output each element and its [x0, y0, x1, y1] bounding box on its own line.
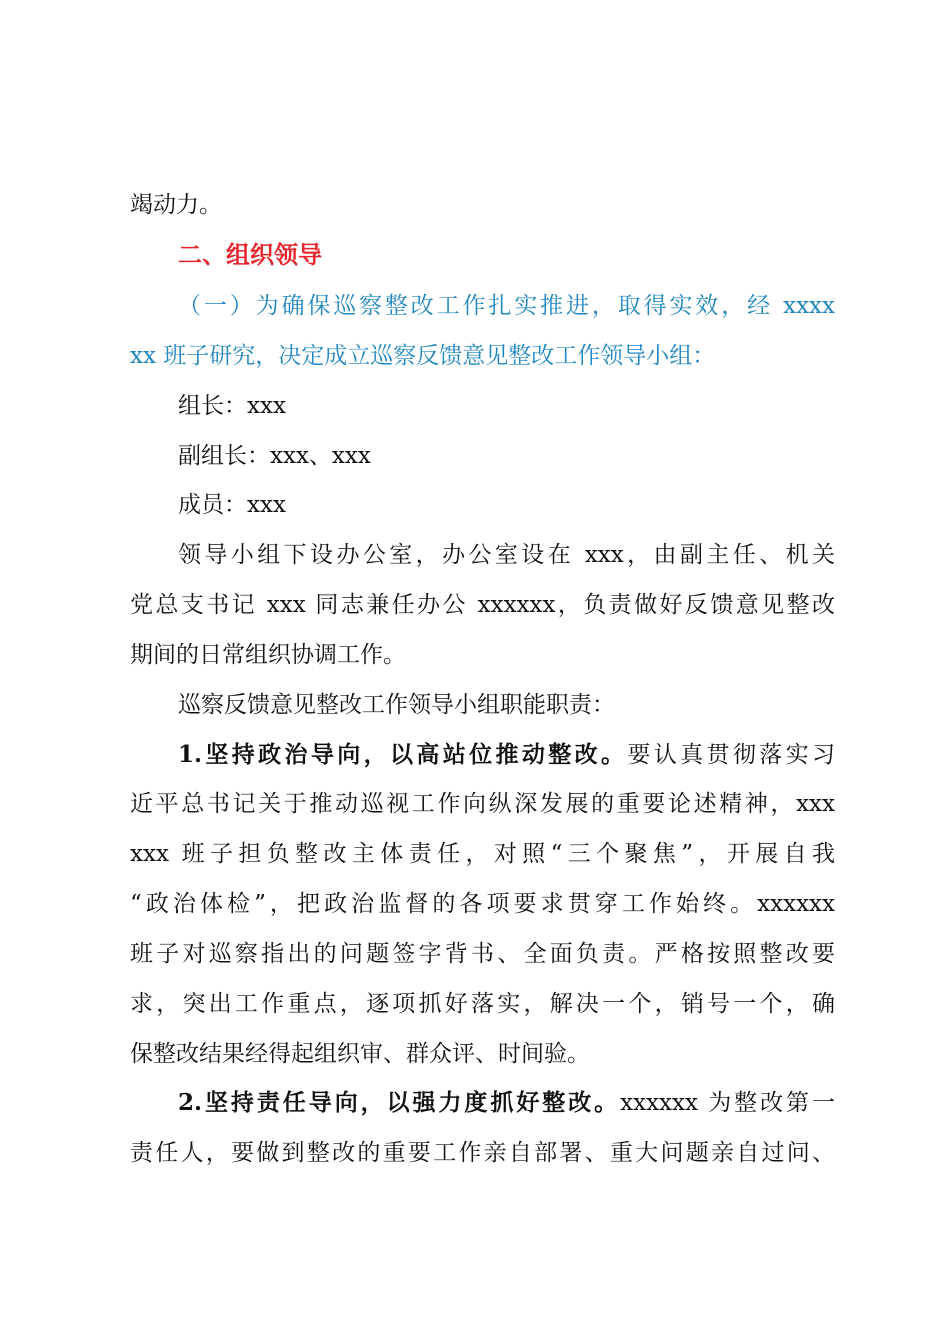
paragraph-line	[130, 789, 835, 819]
line-text: 成员：xxx	[178, 492, 286, 518]
line-text: xx 班子研究，决定成立巡察反馈意见整改工作领导小组：	[130, 343, 716, 369]
line-text: （一）为确保巡察整改工作扎实推进，取得实效，经 xxxx	[178, 293, 835, 319]
paragraph-line	[178, 740, 835, 770]
line-text: 责任人，要做到整改的重要工作亲自部署、重大问题亲自过问、	[130, 1140, 835, 1166]
line-text: xxxxxx 为整改第一	[620, 1090, 835, 1116]
line-text: xxx 班子担负整改主体责任，对照“三个聚焦”，开展自我	[130, 841, 835, 867]
paragraph-line	[130, 1138, 835, 1168]
paragraph-line	[178, 1088, 835, 1118]
paragraph-line-blue	[130, 341, 835, 371]
line-text: 副组长：xxx、xxx	[178, 443, 371, 469]
line-text: 竭动力。	[130, 192, 222, 218]
line-text: “政治体检”，把政治监督的各项要求贯穿工作始终。xxxxxx	[130, 891, 835, 917]
paragraph-line	[178, 690, 835, 720]
paragraph-line	[130, 839, 835, 869]
line-text: 党总支书记 xxx 同志兼任办公 xxxxxx，负责做好反馈意见整改	[130, 592, 835, 618]
item-heading-bold: 2.坚持责任导向，以强力度抓好整改。	[178, 1089, 621, 1116]
member-line	[178, 441, 835, 471]
paragraph-line	[130, 989, 835, 1019]
line-text: 期间的日常组织协调工作。	[130, 642, 406, 668]
paragraph-line	[130, 1039, 835, 1069]
paragraph-line	[130, 889, 835, 919]
paragraph-line	[130, 590, 835, 620]
member-line	[178, 490, 835, 520]
line-text: 班子对巡察指出的问题签字背书、全面负责。严格按照整改要	[130, 941, 835, 967]
member-line	[178, 391, 835, 421]
line-text: 近平总书记关于推动巡视工作向纵深发展的重要论述精神，xxx	[130, 791, 835, 817]
line-text: 组长：xxx	[178, 393, 286, 419]
line-text: 求，突出工作重点，逐项抓好落实，解决一个，销号一个，确	[130, 991, 835, 1017]
line-text: 保整改结果经得起组织审、群众评、时间验。	[130, 1041, 590, 1067]
line-text: 要认真贯彻落实习	[627, 742, 835, 768]
paragraph-line	[130, 190, 835, 220]
heading-text: 二、组织领导	[178, 241, 322, 269]
paragraph-line	[130, 640, 835, 670]
paragraph-line	[130, 939, 835, 969]
item-heading-bold: 1.坚持政治导向，以高站位推动整改。	[178, 741, 628, 768]
line-text: 巡察反馈意见整改工作领导小组职能职责：	[178, 692, 615, 718]
line-text: 领导小组下设办公室，办公室设在 xxx，由副主任、机关	[178, 542, 835, 568]
section-heading	[178, 240, 835, 270]
paragraph-line	[178, 540, 835, 570]
paragraph-line-blue	[178, 291, 835, 321]
